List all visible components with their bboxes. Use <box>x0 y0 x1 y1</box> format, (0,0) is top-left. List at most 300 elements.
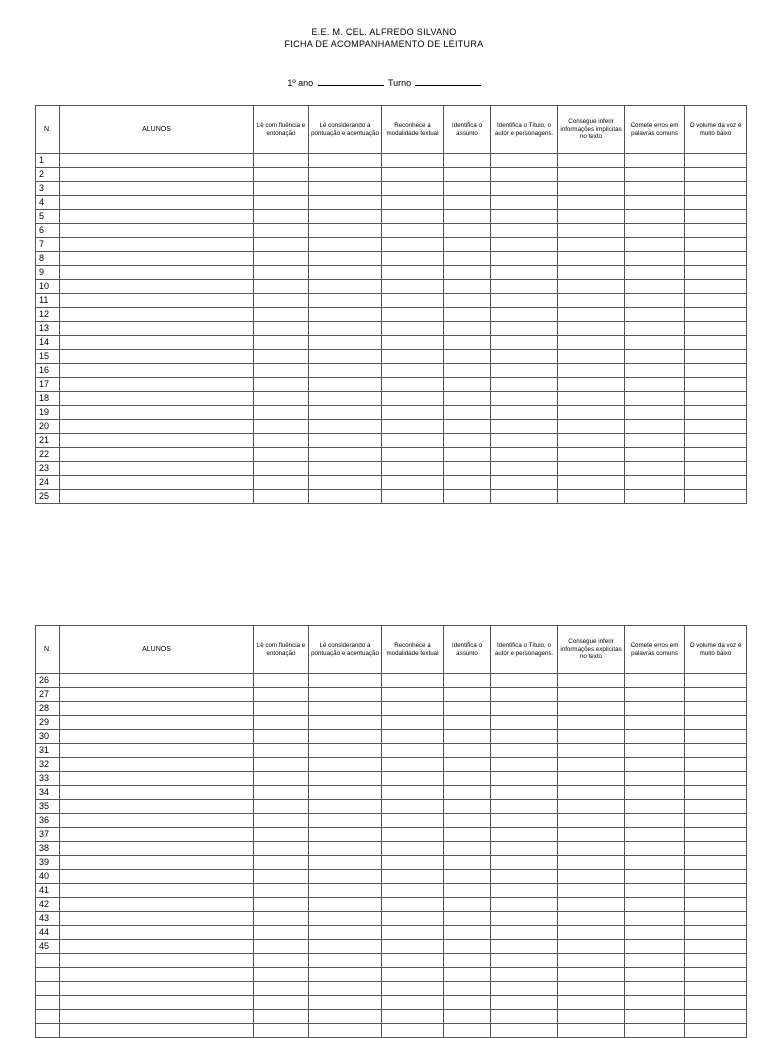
modalidade-cell[interactable] <box>382 336 444 350</box>
erros-cell[interactable] <box>625 828 685 842</box>
modalidade-cell[interactable] <box>382 490 444 504</box>
fluencia-cell[interactable] <box>254 744 309 758</box>
inferir-cell[interactable] <box>558 898 625 912</box>
pontuacao-cell[interactable] <box>309 1024 382 1038</box>
student-name-cell[interactable] <box>60 996 254 1010</box>
titulo-cell[interactable] <box>491 814 558 828</box>
volume-cell[interactable] <box>685 842 747 856</box>
erros-cell[interactable] <box>625 350 685 364</box>
volume-cell[interactable] <box>685 462 747 476</box>
volume-cell[interactable] <box>685 1024 747 1038</box>
inferir-cell[interactable] <box>558 168 625 182</box>
assunto-cell[interactable] <box>444 856 491 870</box>
student-name-cell[interactable] <box>60 856 254 870</box>
erros-cell[interactable] <box>625 1024 685 1038</box>
modalidade-cell[interactable] <box>382 786 444 800</box>
modalidade-cell[interactable] <box>382 224 444 238</box>
student-name-cell[interactable] <box>60 870 254 884</box>
assunto-cell[interactable] <box>444 238 491 252</box>
fluencia-cell[interactable] <box>254 238 309 252</box>
modalidade-cell[interactable] <box>382 898 444 912</box>
titulo-cell[interactable] <box>491 884 558 898</box>
student-name-cell[interactable] <box>60 842 254 856</box>
inferir-cell[interactable] <box>558 772 625 786</box>
assunto-cell[interactable] <box>444 870 491 884</box>
pontuacao-cell[interactable] <box>309 996 382 1010</box>
student-name-cell[interactable] <box>60 1024 254 1038</box>
volume-cell[interactable] <box>685 716 747 730</box>
modalidade-cell[interactable] <box>382 1010 444 1024</box>
volume-cell[interactable] <box>685 884 747 898</box>
titulo-cell[interactable] <box>491 308 558 322</box>
fluencia-cell[interactable] <box>254 884 309 898</box>
titulo-cell[interactable] <box>491 800 558 814</box>
fluencia-cell[interactable] <box>254 294 309 308</box>
erros-cell[interactable] <box>625 210 685 224</box>
modalidade-cell[interactable] <box>382 364 444 378</box>
erros-cell[interactable] <box>625 814 685 828</box>
fluencia-cell[interactable] <box>254 982 309 996</box>
fluencia-cell[interactable] <box>254 842 309 856</box>
assunto-cell[interactable] <box>444 476 491 490</box>
student-name-cell[interactable] <box>60 716 254 730</box>
assunto-cell[interactable] <box>444 674 491 688</box>
erros-cell[interactable] <box>625 182 685 196</box>
pontuacao-cell[interactable] <box>309 828 382 842</box>
modalidade-cell[interactable] <box>382 308 444 322</box>
assunto-cell[interactable] <box>444 758 491 772</box>
pontuacao-cell[interactable] <box>309 392 382 406</box>
student-name-cell[interactable] <box>60 898 254 912</box>
pontuacao-cell[interactable] <box>309 772 382 786</box>
student-name-cell[interactable] <box>60 800 254 814</box>
modalidade-cell[interactable] <box>382 730 444 744</box>
fluencia-cell[interactable] <box>254 210 309 224</box>
fluencia-cell[interactable] <box>254 1010 309 1024</box>
modalidade-cell[interactable] <box>382 702 444 716</box>
pontuacao-cell[interactable] <box>309 954 382 968</box>
student-name-cell[interactable] <box>60 308 254 322</box>
erros-cell[interactable] <box>625 238 685 252</box>
inferir-cell[interactable] <box>558 406 625 420</box>
modalidade-cell[interactable] <box>382 744 444 758</box>
student-name-cell[interactable] <box>60 772 254 786</box>
pontuacao-cell[interactable] <box>309 476 382 490</box>
titulo-cell[interactable] <box>491 462 558 476</box>
assunto-cell[interactable] <box>444 1024 491 1038</box>
erros-cell[interactable] <box>625 378 685 392</box>
volume-cell[interactable] <box>685 940 747 954</box>
fluencia-cell[interactable] <box>254 800 309 814</box>
assunto-cell[interactable] <box>444 730 491 744</box>
modalidade-cell[interactable] <box>382 420 444 434</box>
modalidade-cell[interactable] <box>382 842 444 856</box>
modalidade-cell[interactable] <box>382 238 444 252</box>
pontuacao-cell[interactable] <box>309 266 382 280</box>
erros-cell[interactable] <box>625 870 685 884</box>
erros-cell[interactable] <box>625 490 685 504</box>
inferir-cell[interactable] <box>558 716 625 730</box>
student-name-cell[interactable] <box>60 926 254 940</box>
titulo-cell[interactable] <box>491 406 558 420</box>
volume-cell[interactable] <box>685 856 747 870</box>
volume-cell[interactable] <box>685 434 747 448</box>
erros-cell[interactable] <box>625 940 685 954</box>
inferir-cell[interactable] <box>558 238 625 252</box>
volume-cell[interactable] <box>685 350 747 364</box>
titulo-cell[interactable] <box>491 954 558 968</box>
titulo-cell[interactable] <box>491 772 558 786</box>
student-name-cell[interactable] <box>60 210 254 224</box>
student-name-cell[interactable] <box>60 968 254 982</box>
erros-cell[interactable] <box>625 744 685 758</box>
titulo-cell[interactable] <box>491 392 558 406</box>
titulo-cell[interactable] <box>491 238 558 252</box>
modalidade-cell[interactable] <box>382 870 444 884</box>
inferir-cell[interactable] <box>558 702 625 716</box>
titulo-cell[interactable] <box>491 982 558 996</box>
pontuacao-cell[interactable] <box>309 224 382 238</box>
pontuacao-cell[interactable] <box>309 406 382 420</box>
fluencia-cell[interactable] <box>254 280 309 294</box>
titulo-cell[interactable] <box>491 224 558 238</box>
titulo-cell[interactable] <box>491 336 558 350</box>
volume-cell[interactable] <box>685 336 747 350</box>
pontuacao-cell[interactable] <box>309 968 382 982</box>
erros-cell[interactable] <box>625 716 685 730</box>
titulo-cell[interactable] <box>491 744 558 758</box>
inferir-cell[interactable] <box>558 154 625 168</box>
fluencia-cell[interactable] <box>254 954 309 968</box>
assunto-cell[interactable] <box>444 182 491 196</box>
student-name-cell[interactable] <box>60 462 254 476</box>
assunto-cell[interactable] <box>444 378 491 392</box>
erros-cell[interactable] <box>625 322 685 336</box>
pontuacao-cell[interactable] <box>309 926 382 940</box>
volume-cell[interactable] <box>685 968 747 982</box>
student-name-cell[interactable] <box>60 406 254 420</box>
titulo-cell[interactable] <box>491 294 558 308</box>
inferir-cell[interactable] <box>558 182 625 196</box>
titulo-cell[interactable] <box>491 364 558 378</box>
volume-cell[interactable] <box>685 898 747 912</box>
erros-cell[interactable] <box>625 336 685 350</box>
student-name-cell[interactable] <box>60 378 254 392</box>
student-name-cell[interactable] <box>60 266 254 280</box>
assunto-cell[interactable] <box>444 954 491 968</box>
titulo-cell[interactable] <box>491 252 558 266</box>
modalidade-cell[interactable] <box>382 168 444 182</box>
erros-cell[interactable] <box>625 730 685 744</box>
modalidade-cell[interactable] <box>382 252 444 266</box>
student-name-cell[interactable] <box>60 940 254 954</box>
volume-cell[interactable] <box>685 280 747 294</box>
inferir-cell[interactable] <box>558 870 625 884</box>
modalidade-cell[interactable] <box>382 716 444 730</box>
fluencia-cell[interactable] <box>254 420 309 434</box>
fluencia-cell[interactable] <box>254 702 309 716</box>
modalidade-cell[interactable] <box>382 462 444 476</box>
pontuacao-cell[interactable] <box>309 758 382 772</box>
pontuacao-cell[interactable] <box>309 196 382 210</box>
inferir-cell[interactable] <box>558 688 625 702</box>
erros-cell[interactable] <box>625 448 685 462</box>
titulo-cell[interactable] <box>491 716 558 730</box>
modalidade-cell[interactable] <box>382 196 444 210</box>
fluencia-cell[interactable] <box>254 758 309 772</box>
inferir-cell[interactable] <box>558 210 625 224</box>
volume-cell[interactable] <box>685 308 747 322</box>
inferir-cell[interactable] <box>558 252 625 266</box>
fluencia-cell[interactable] <box>254 856 309 870</box>
fluencia-cell[interactable] <box>254 996 309 1010</box>
volume-cell[interactable] <box>685 786 747 800</box>
inferir-cell[interactable] <box>558 294 625 308</box>
titulo-cell[interactable] <box>491 448 558 462</box>
modalidade-cell[interactable] <box>382 392 444 406</box>
volume-cell[interactable] <box>685 392 747 406</box>
assunto-cell[interactable] <box>444 688 491 702</box>
inferir-cell[interactable] <box>558 308 625 322</box>
modalidade-cell[interactable] <box>382 434 444 448</box>
titulo-cell[interactable] <box>491 1010 558 1024</box>
erros-cell[interactable] <box>625 702 685 716</box>
volume-cell[interactable] <box>685 800 747 814</box>
assunto-cell[interactable] <box>444 982 491 996</box>
pontuacao-cell[interactable] <box>309 420 382 434</box>
modalidade-cell[interactable] <box>382 294 444 308</box>
erros-cell[interactable] <box>625 476 685 490</box>
pontuacao-cell[interactable] <box>309 674 382 688</box>
erros-cell[interactable] <box>625 266 685 280</box>
pontuacao-cell[interactable] <box>309 912 382 926</box>
student-name-cell[interactable] <box>60 982 254 996</box>
inferir-cell[interactable] <box>558 420 625 434</box>
titulo-cell[interactable] <box>491 378 558 392</box>
volume-cell[interactable] <box>685 688 747 702</box>
student-name-cell[interactable] <box>60 294 254 308</box>
titulo-cell[interactable] <box>491 870 558 884</box>
erros-cell[interactable] <box>625 884 685 898</box>
fluencia-cell[interactable] <box>254 898 309 912</box>
inferir-cell[interactable] <box>558 828 625 842</box>
inferir-cell[interactable] <box>558 322 625 336</box>
fluencia-cell[interactable] <box>254 828 309 842</box>
inferir-cell[interactable] <box>558 814 625 828</box>
inferir-cell[interactable] <box>558 434 625 448</box>
student-name-cell[interactable] <box>60 674 254 688</box>
fluencia-cell[interactable] <box>254 968 309 982</box>
pontuacao-cell[interactable] <box>309 716 382 730</box>
fluencia-cell[interactable] <box>254 434 309 448</box>
fluencia-cell[interactable] <box>254 196 309 210</box>
modalidade-cell[interactable] <box>382 968 444 982</box>
modalidade-cell[interactable] <box>382 982 444 996</box>
student-name-cell[interactable] <box>60 196 254 210</box>
modalidade-cell[interactable] <box>382 800 444 814</box>
inferir-cell[interactable] <box>558 926 625 940</box>
inferir-cell[interactable] <box>558 674 625 688</box>
assunto-cell[interactable] <box>444 280 491 294</box>
modalidade-cell[interactable] <box>382 406 444 420</box>
assunto-cell[interactable] <box>444 786 491 800</box>
inferir-cell[interactable] <box>558 350 625 364</box>
inferir-cell[interactable] <box>558 448 625 462</box>
student-name-cell[interactable] <box>60 322 254 336</box>
volume-cell[interactable] <box>685 490 747 504</box>
modalidade-cell[interactable] <box>382 884 444 898</box>
fluencia-cell[interactable] <box>254 406 309 420</box>
modalidade-cell[interactable] <box>382 280 444 294</box>
modalidade-cell[interactable] <box>382 996 444 1010</box>
modalidade-cell[interactable] <box>382 266 444 280</box>
fluencia-cell[interactable] <box>254 448 309 462</box>
assunto-cell[interactable] <box>444 814 491 828</box>
pontuacao-cell[interactable] <box>309 940 382 954</box>
pontuacao-cell[interactable] <box>309 856 382 870</box>
fluencia-cell[interactable] <box>254 378 309 392</box>
inferir-cell[interactable] <box>558 912 625 926</box>
pontuacao-cell[interactable] <box>309 490 382 504</box>
modalidade-cell[interactable] <box>382 688 444 702</box>
volume-cell[interactable] <box>685 168 747 182</box>
assunto-cell[interactable] <box>444 842 491 856</box>
volume-cell[interactable] <box>685 702 747 716</box>
volume-cell[interactable] <box>685 448 747 462</box>
volume-cell[interactable] <box>685 420 747 434</box>
inferir-cell[interactable] <box>558 996 625 1010</box>
erros-cell[interactable] <box>625 688 685 702</box>
pontuacao-cell[interactable] <box>309 786 382 800</box>
modalidade-cell[interactable] <box>382 856 444 870</box>
inferir-cell[interactable] <box>558 378 625 392</box>
modalidade-cell[interactable] <box>382 954 444 968</box>
erros-cell[interactable] <box>625 294 685 308</box>
inferir-cell[interactable] <box>558 940 625 954</box>
fluencia-cell[interactable] <box>254 674 309 688</box>
modalidade-cell[interactable] <box>382 814 444 828</box>
volume-cell[interactable] <box>685 814 747 828</box>
pontuacao-cell[interactable] <box>309 154 382 168</box>
fluencia-cell[interactable] <box>254 154 309 168</box>
inferir-cell[interactable] <box>558 856 625 870</box>
erros-cell[interactable] <box>625 168 685 182</box>
pontuacao-cell[interactable] <box>309 322 382 336</box>
erros-cell[interactable] <box>625 1010 685 1024</box>
titulo-cell[interactable] <box>491 828 558 842</box>
volume-cell[interactable] <box>685 996 747 1010</box>
fluencia-cell[interactable] <box>254 814 309 828</box>
erros-cell[interactable] <box>625 926 685 940</box>
volume-cell[interactable] <box>685 758 747 772</box>
erros-cell[interactable] <box>625 364 685 378</box>
student-name-cell[interactable] <box>60 168 254 182</box>
pontuacao-cell[interactable] <box>309 744 382 758</box>
assunto-cell[interactable] <box>444 1010 491 1024</box>
titulo-cell[interactable] <box>491 688 558 702</box>
student-name-cell[interactable] <box>60 252 254 266</box>
assunto-cell[interactable] <box>444 392 491 406</box>
fluencia-cell[interactable] <box>254 940 309 954</box>
student-name-cell[interactable] <box>60 702 254 716</box>
titulo-cell[interactable] <box>491 280 558 294</box>
erros-cell[interactable] <box>625 406 685 420</box>
erros-cell[interactable] <box>625 280 685 294</box>
erros-cell[interactable] <box>625 912 685 926</box>
assunto-cell[interactable] <box>444 926 491 940</box>
inferir-cell[interactable] <box>558 954 625 968</box>
modalidade-cell[interactable] <box>382 912 444 926</box>
titulo-cell[interactable] <box>491 154 558 168</box>
inferir-cell[interactable] <box>558 266 625 280</box>
fluencia-cell[interactable] <box>254 476 309 490</box>
titulo-cell[interactable] <box>491 856 558 870</box>
volume-cell[interactable] <box>685 912 747 926</box>
student-name-cell[interactable] <box>60 182 254 196</box>
fluencia-cell[interactable] <box>254 926 309 940</box>
fluencia-cell[interactable] <box>254 490 309 504</box>
inferir-cell[interactable] <box>558 982 625 996</box>
inferir-cell[interactable] <box>558 280 625 294</box>
modalidade-cell[interactable] <box>382 154 444 168</box>
student-name-cell[interactable] <box>60 434 254 448</box>
erros-cell[interactable] <box>625 800 685 814</box>
inferir-cell[interactable] <box>558 462 625 476</box>
pontuacao-cell[interactable] <box>309 814 382 828</box>
inferir-cell[interactable] <box>558 968 625 982</box>
pontuacao-cell[interactable] <box>309 364 382 378</box>
erros-cell[interactable] <box>625 856 685 870</box>
titulo-cell[interactable] <box>491 322 558 336</box>
modalidade-cell[interactable] <box>382 350 444 364</box>
student-name-cell[interactable] <box>60 744 254 758</box>
pontuacao-cell[interactable] <box>309 800 382 814</box>
volume-cell[interactable] <box>685 828 747 842</box>
titulo-cell[interactable] <box>491 434 558 448</box>
assunto-cell[interactable] <box>444 912 491 926</box>
inferir-cell[interactable] <box>558 1010 625 1024</box>
pontuacao-cell[interactable] <box>309 238 382 252</box>
assunto-cell[interactable] <box>444 294 491 308</box>
assunto-cell[interactable] <box>444 154 491 168</box>
modalidade-cell[interactable] <box>382 1024 444 1038</box>
erros-cell[interactable] <box>625 434 685 448</box>
titulo-cell[interactable] <box>491 168 558 182</box>
volume-cell[interactable] <box>685 772 747 786</box>
fluencia-cell[interactable] <box>254 224 309 238</box>
modalidade-cell[interactable] <box>382 940 444 954</box>
modalidade-cell[interactable] <box>382 448 444 462</box>
titulo-cell[interactable] <box>491 674 558 688</box>
erros-cell[interactable] <box>625 968 685 982</box>
modalidade-cell[interactable] <box>382 182 444 196</box>
erros-cell[interactable] <box>625 154 685 168</box>
fluencia-cell[interactable] <box>254 730 309 744</box>
pontuacao-cell[interactable] <box>309 336 382 350</box>
erros-cell[interactable] <box>625 308 685 322</box>
volume-cell[interactable] <box>685 182 747 196</box>
inferir-cell[interactable] <box>558 786 625 800</box>
pontuacao-cell[interactable] <box>309 434 382 448</box>
erros-cell[interactable] <box>625 462 685 476</box>
titulo-cell[interactable] <box>491 968 558 982</box>
assunto-cell[interactable] <box>444 744 491 758</box>
student-name-cell[interactable] <box>60 730 254 744</box>
assunto-cell[interactable] <box>444 898 491 912</box>
pontuacao-cell[interactable] <box>309 252 382 266</box>
erros-cell[interactable] <box>625 996 685 1010</box>
assunto-cell[interactable] <box>444 996 491 1010</box>
